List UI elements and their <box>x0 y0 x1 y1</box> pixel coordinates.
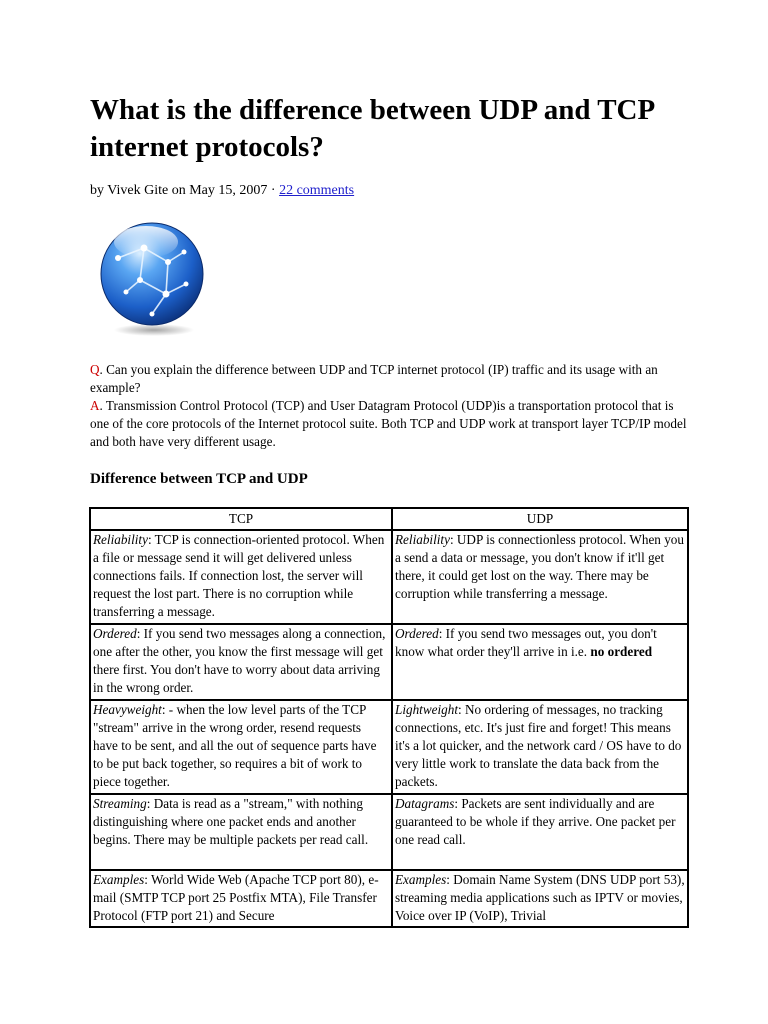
udp-cell <box>392 794 688 870</box>
answer-marker: A <box>90 398 100 413</box>
byline <box>90 182 354 200</box>
table-row <box>90 624 688 700</box>
udp-bold-text: no ordered <box>590 644 653 659</box>
tcp-text: : TCP is connection-oriented protocol. When a file or message send it will get delivered unless connections fails. If connection lost, the server will request the lost part. There is no corruption while transferring a message. <box>93 532 385 619</box>
tcp-text: : If you send two messages along a connection, one after the other, you know the first message will get there first. You don't have to worry about data arriving in the wrong order. <box>93 626 386 695</box>
table-row <box>90 530 688 624</box>
tcp-text: : World Wide Web (Apache TCP port 80), e-mail (SMTP TCP port 25 Postfix MTA), File Transfer Protocol (FTP port 21) and Secure <box>93 872 379 923</box>
udp-text: : UDP is connectionless protocol. When you a send a data or message, you don't know if it'll get there, it could get lost on the way. There may be corruption while transferring a message. <box>395 532 684 601</box>
question-paragraph <box>90 361 690 397</box>
table-row <box>90 870 688 927</box>
comparison-table <box>89 507 689 928</box>
udp-term: Datagrams <box>395 796 455 811</box>
udp-cell <box>392 530 688 624</box>
tcp-cell <box>90 624 392 700</box>
tcp-text: : - when the low level parts of the TCP "stream" arrive in the wrong order, resend requests have to be sent, and all the out of sequence parts have to be put back together, so requires a bit of work to piece together. <box>93 702 377 789</box>
udp-term: Reliability <box>395 532 450 547</box>
answer-paragraph <box>90 397 690 451</box>
udp-cell-content <box>395 871 685 925</box>
answer-text: . Transmission Control Protocol (TCP) and User Datagram Protocol (UDP)is a transportation protocol that is one of the core protocols of the Internet protocol suite. Both TCP and UDP work at transport layer TCP/IP model and both have very different usage. <box>90 398 687 449</box>
udp-cell <box>392 624 688 700</box>
tcp-cell <box>90 870 392 927</box>
article-title: What is the difference between UDP and TCP internet protocols? <box>90 94 654 163</box>
section-heading: Difference between TCP and UDP <box>90 471 308 487</box>
table-row <box>90 794 688 870</box>
udp-text: : No ordering of messages, no tracking connections, etc. It's just fire and forget! This means it's a lot quicker, and the network card / OS have to do very little work to translate the data back from the packets. <box>395 702 682 789</box>
column-header-udp: UDP <box>392 508 688 530</box>
question-text: . Can you explain the difference between UDP and TCP internet protocol (IP) traffic and its usage with an example? <box>90 362 658 395</box>
tcp-term: Reliability <box>93 532 148 547</box>
tcp-term: Streaming <box>93 796 147 811</box>
tcp-term: Heavyweight <box>93 702 162 717</box>
tcp-term: Ordered <box>93 626 137 641</box>
tcp-cell <box>90 530 392 624</box>
table-header-row <box>90 508 688 530</box>
udp-term: Examples <box>395 872 447 887</box>
udp-cell <box>392 700 688 794</box>
tcp-term: Examples <box>93 872 145 887</box>
table-row <box>90 700 688 794</box>
udp-text: : If you send two messages out, you don't know what order they'll arrive in i.e. <box>395 626 657 659</box>
byline-author-date: by Vivek Gite on May 15, 2007 · <box>90 183 280 198</box>
udp-text: : Packets are sent individually and are guaranteed to be whole if they arrive. One packet per one read call. <box>395 796 676 847</box>
globe-icon <box>96 218 208 338</box>
udp-term: Ordered <box>395 626 439 641</box>
udp-text: : Domain Name System (DNS UDP port 53), streaming media applications such as IPTV or movies, Voice over IP (VoIP), Trivial <box>395 872 685 923</box>
qa-section <box>90 361 690 451</box>
column-header-tcp: TCP <box>90 508 392 530</box>
udp-term: Lightweight <box>395 702 459 717</box>
question-marker: Q <box>90 362 100 377</box>
tcp-cell <box>90 794 392 870</box>
tcp-text: : Data is read as a "stream," with nothing distinguishing where one packet ends and another begins. There may be multiple packets per read call. <box>93 796 369 847</box>
udp-cell <box>392 870 688 927</box>
tcp-cell <box>90 700 392 794</box>
comments-link[interactable]: 22 comments <box>279 183 355 198</box>
tcp-cell-content <box>93 871 389 925</box>
